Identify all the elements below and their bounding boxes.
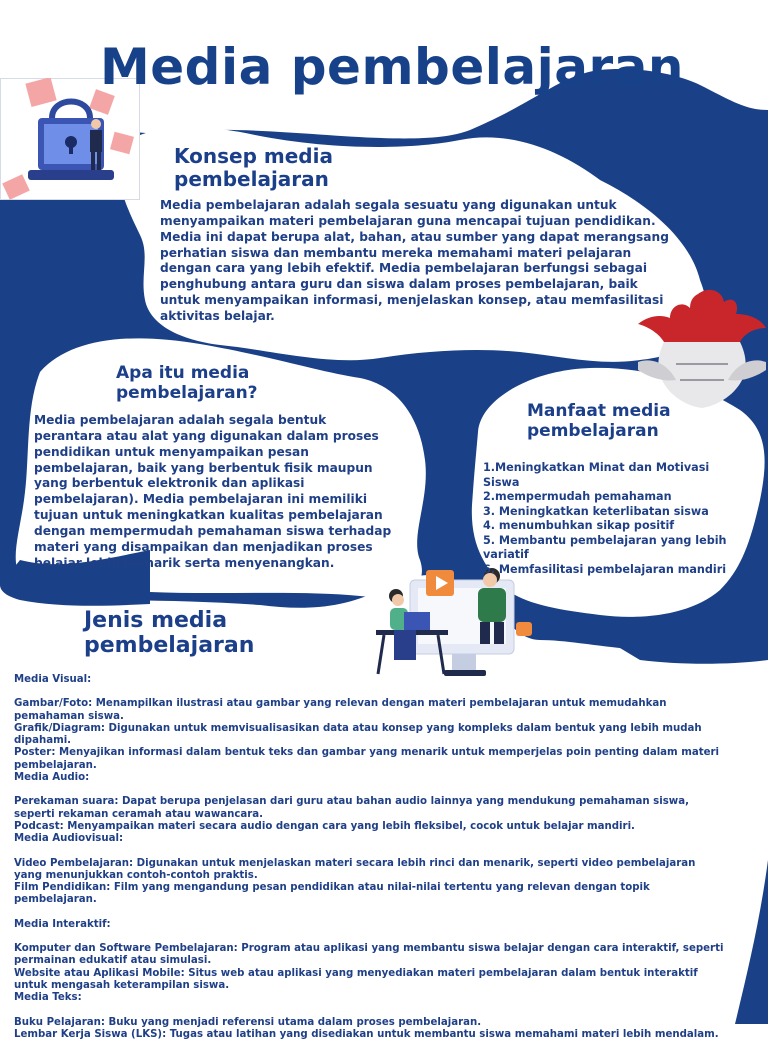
list-item: 5. Membantu pembelajaran yang lebih variatif [483, 533, 727, 562]
laptop-security-icon [0, 78, 140, 200]
online-class-icon [374, 566, 536, 678]
manfaat-list [483, 461, 741, 578]
list-item: 1.Meningkatkan Minat dan Motivasi Siswa [483, 461, 710, 489]
list-item: 2.mempermudah pemahaman [483, 490, 672, 504]
jenis-body: Media Visual: Gambar/Foto: Menampilkan ilustrasi atau gambar yang relevan dengan materi pembelajaran untuk memudahkan pemahaman siswa. Grafik/Diagram: Digunakan untuk memvisualisasikan data atau konsep yang kompleks dalam bentuk yang lebih mudah dipahami. Poster: Menyajikan informasi dalam bentuk teks dan gambar yang menarik untuk memperjelas poin penting dalam materi pembelajaran. Media Audio: Perekaman suara: Dapat berupa penjelasan dari guru atau bahan audio lainnya yang mendukung pemahaman siswa, seperti rekaman ceramah atau wawancara. Podcast: Menyampaikan materi secara audio dengan cara yang lebih fleksibel, cocok untuk belajar mandiri. Media Audiovisual: Video Pembelajaran: Digunakan untuk menjelaskan materi secara lebih rinci dan menarik, seperti video pembelajaran yang menunjukkan contoh-contoh praktis. Film Pendidikan: Film yang mengandung pesan pendidikan atau nilai-nilai tertentu yang relevan dengan topik pembelajaran. Media Interaktif: Komputer dan Software Pembelajaran: Program atau aplikasi yang membantu siswa belajar dengan cara interaktif, seperti permainan edukatif atau simulasi. Website atau Aplikasi Mobile: Situs web atau aplikasi yang menyediakan materi pembelajaran dalam bentuk interaktif untuk mengasah keterampilan siswa. Media Teks: Buku Pelajaran: Buku yang menjadi referensi utama dalam proses pembelajaran. Lembar Kerja Siswa (LKS): Tugas atau latihan yang disediakan untuk membantu siswa memahami materi lebih mendalam. [14, 674, 724, 1040]
page-title: Media pembelajaran [100, 38, 684, 96]
konsep-heading: Konsep media pembelajaran [174, 144, 333, 191]
konsep-body: Media pembelajaran adalah segala sesuatu yang digunakan untuk menyampaikan materi pembelajaran guna mencapai tujuan pendidikan. Media ini dapat berupa alat, bahan, atau sumber yang dapat merangsang perhatian siswa dan membantu mereka memahami materi pelajaran dengan cara yang lebih efektif. Media pembelajaran berfungsi sebagai penghubung antara guru dan siswa dalam proses pembelajaran, baik untuk menyampaikan informasi, menjelaskan konsep, atau memfasilitasi aktivitas belajar. [160, 198, 669, 324]
apa-itu-heading: Apa itu media pembelajaran? [116, 363, 258, 403]
list-item: 6. Memfasilitasi pembelajaran mandiri [483, 562, 727, 576]
manfaat-heading: Manfaat media pembelajaran [527, 401, 671, 441]
jenis-heading: Jenis media pembelajaran [84, 608, 255, 659]
list-item: 3. Meningkatkan keterlibatan siswa [483, 504, 709, 518]
apa-itu-body: Media pembelajaran adalah segala bentuk perantara atau alat yang digunakan dalam proses pendidikan untuk menyampaikan pesan pembelajaran, baik yang berbentuk fisik maupun yang berbentuk elektronik dan aplikasi pembelajaran). Media pembelajaran ini memiliki tujuan untuk meningkatkan kualitas pembelajaran dengan mempermudah pemahaman siswa terhadap materi yang disampaikan dan menjadikan proses belajar lebih menarik serta menyenangkan. [34, 413, 392, 570]
list-item: 4. menumbuhkan sikap positif [483, 519, 675, 533]
